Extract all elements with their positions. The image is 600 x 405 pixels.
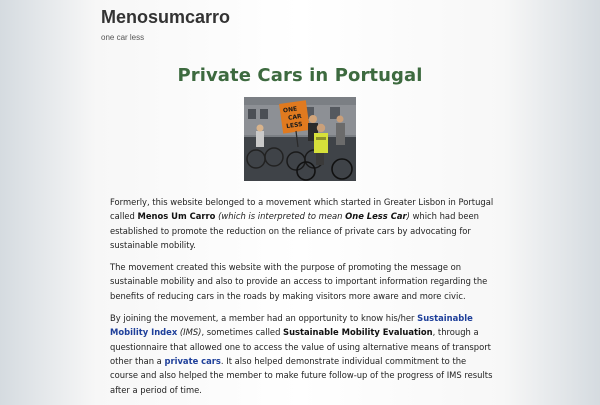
paragraph-1-text: Formerly, this website belonged to a movement which started in Greater Lisbon in Portugal called bbox=[110, 197, 494, 222]
sustainable-mobility-index-link[interactable]: Sustainable Mobility Index bbox=[110, 313, 473, 338]
sign-text-1: ONE bbox=[282, 105, 298, 115]
paragraph-1-rest: which had been established to promote the reduction on the reliance of private cars by advocating for sustainable mobility. bbox=[110, 211, 479, 250]
interpretation-text: (which is interpreted to mean bbox=[218, 211, 346, 222]
interpretation-end: ) bbox=[406, 211, 410, 222]
movement-meaning: One Less Car bbox=[345, 211, 407, 222]
movement-name: Menos Um Carro bbox=[137, 211, 216, 222]
paragraph-3-end: . It also helped demonstrate individual commitment to the course and also helped the member to make future follow-up of the progress of IMS results after a period of time. bbox=[110, 355, 493, 395]
paragraph-3-more: , through a questionnaire that allowed one to access the value of using alternative means of transport other than a bbox=[110, 327, 491, 366]
cyclists-photo bbox=[244, 97, 356, 181]
site-header bbox=[101, 6, 230, 42]
article-body bbox=[110, 195, 495, 405]
site-title[interactable]: Menosumcarro bbox=[101, 7, 231, 27]
paragraph-1 bbox=[110, 195, 495, 252]
paragraph-3-mid: , sometimes called bbox=[201, 327, 284, 338]
paragraph-3 bbox=[110, 311, 495, 397]
paragraph-3-text: By joining the movement, a member had an opportunity to know his/her bbox=[110, 313, 418, 324]
page-title: Private Cars in Portugal bbox=[177, 65, 423, 86]
sign-text-3: LESS bbox=[285, 120, 303, 131]
private-cars-link[interactable]: private cars bbox=[164, 355, 221, 366]
paragraph-2: The movement created this website with the purpose of promoting the message on sustainable mobility and also to provide an access to important information regarding the benefits of reducing cars in the roads by making visitors more aware and more civic. bbox=[110, 262, 488, 301]
sign-text-2: CAR bbox=[287, 112, 303, 122]
ims-abbrev: (IMS) bbox=[179, 327, 202, 338]
sustainable-mobility-evaluation: Sustainable Mobility Evaluation bbox=[283, 327, 433, 338]
site-tagline: one car less bbox=[101, 33, 145, 42]
